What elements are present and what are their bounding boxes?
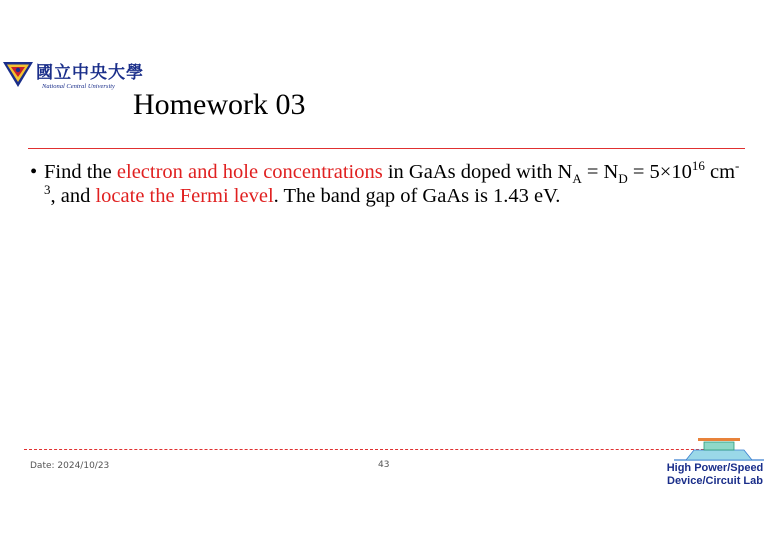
text-segment: in GaAs doped with N <box>382 161 573 183</box>
text-segment: , and <box>50 185 96 207</box>
logo-english-name: National Central University <box>42 83 115 90</box>
text-segment: cm <box>704 161 736 183</box>
logo-chinese-name: 國立中央大學 <box>36 63 144 83</box>
superscript-16: 16 <box>691 158 705 174</box>
title-divider <box>28 148 745 149</box>
ncu-emblem-icon <box>2 59 34 89</box>
slide-title: Homework 03 <box>133 88 306 121</box>
superscript-minus3: -3 <box>44 158 740 198</box>
text-segment: Find the <box>44 161 117 183</box>
lab-name-line2: Device/Circuit Lab <box>667 475 763 487</box>
bullet-marker: • <box>30 161 38 183</box>
text-segment: = N <box>581 161 619 183</box>
subscript-a: A <box>572 171 582 187</box>
lab-name-line1: High Power/Speed <box>666 462 764 474</box>
subscript-d: D <box>618 171 628 187</box>
page-number: 43 <box>378 460 390 470</box>
university-logo <box>2 58 152 96</box>
footer-date: Date: 2024/10/23 <box>30 461 110 471</box>
highlight-concentrations: electron and hole concentrations <box>116 161 383 183</box>
highlight-fermi-level: locate the Fermi level <box>95 185 274 207</box>
question-paragraph <box>44 160 740 208</box>
device-structure-icon <box>674 437 764 463</box>
text-segment: = 5×10 <box>627 161 692 183</box>
footer-divider <box>24 449 724 450</box>
homework-question <box>30 160 740 208</box>
text-segment: . The band gap of GaAs is 1.43 eV. <box>273 185 561 207</box>
lab-name <box>664 462 766 488</box>
